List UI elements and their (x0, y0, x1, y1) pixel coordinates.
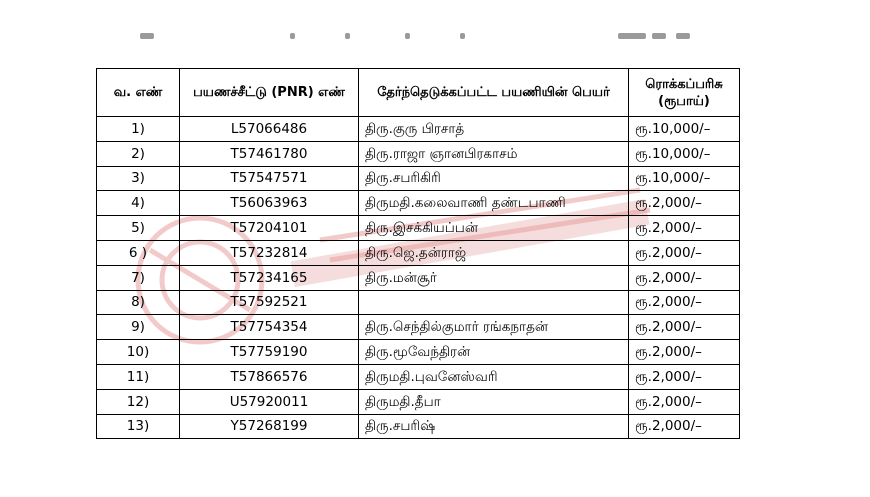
table-row (97, 117, 740, 142)
cell-serial-number: 13) (97, 414, 180, 439)
cell-pnr: U57920011 (180, 389, 359, 414)
table-row (97, 414, 740, 439)
cell-pnr: T57234165 (180, 265, 359, 290)
table-row (97, 315, 740, 340)
cell-serial-number: 6 ) (97, 240, 180, 265)
table-header-row (97, 69, 740, 117)
cell-pnr: T56063963 (180, 191, 359, 216)
cell-cash-prize: ரூ.2,000/– (629, 340, 740, 365)
cell-serial-number: 9) (97, 315, 180, 340)
header-pnr: பயணச்சீட்டு (PNR) எண் (180, 69, 359, 117)
cell-passenger-name: திரு.மன்சூர் (359, 265, 629, 290)
header-passenger-name: தேர்ந்தெடுக்கப்பட்ட பயணியின் பெயர் (359, 69, 629, 117)
cell-passenger-name: திரு.ஜெ.தன்ராஜ் (359, 240, 629, 265)
cell-serial-number: 10) (97, 340, 180, 365)
cell-passenger-name: திருமதி.கலைவாணி தண்டபாணி (359, 191, 629, 216)
cell-cash-prize: ரூ.10,000/– (629, 166, 740, 191)
cell-cash-prize: ரூ.2,000/– (629, 240, 740, 265)
cell-pnr: T57204101 (180, 216, 359, 241)
table-row (97, 141, 740, 166)
cell-passenger-name: திருமதி.தீபா (359, 389, 629, 414)
header-serial-number: வ. எண் (97, 69, 180, 117)
cell-pnr: T57754354 (180, 315, 359, 340)
cell-cash-prize: ரூ.10,000/– (629, 117, 740, 142)
table-row (97, 216, 740, 241)
table-row (97, 191, 740, 216)
cell-cash-prize: ரூ.2,000/– (629, 265, 740, 290)
cell-serial-number: 8) (97, 290, 180, 315)
cell-passenger-name: திரு.இசக்கியப்பன் (359, 216, 629, 241)
table-row (97, 389, 740, 414)
cell-passenger-name: திரு.குரு பிரசாத் (359, 117, 629, 142)
cell-passenger-name (359, 290, 629, 315)
cell-passenger-name: திரு.ராஜா ஞானபிரகாசம் (359, 141, 629, 166)
header-cash-prize: ரொக்கப்பரிசு (ரூபாய்) (629, 69, 740, 117)
cell-passenger-name: திரு.செந்தில்குமார் ரங்கநாதன் (359, 315, 629, 340)
cell-passenger-name: திருமதி.புவனேஸ்வரி (359, 364, 629, 389)
cell-pnr: L57066486 (180, 117, 359, 142)
cell-pnr: T57866576 (180, 364, 359, 389)
cell-cash-prize: ரூ.2,000/– (629, 315, 740, 340)
cell-pnr: T57592521 (180, 290, 359, 315)
prize-winners-table (96, 68, 740, 439)
cell-pnr: T57461780 (180, 141, 359, 166)
cell-passenger-name: திரு.சபரிஷ் (359, 414, 629, 439)
cell-cash-prize: ரூ.10,000/– (629, 141, 740, 166)
table-row (97, 364, 740, 389)
cell-cash-prize: ரூ.2,000/– (629, 290, 740, 315)
cropped-text-line (140, 33, 700, 45)
cell-passenger-name: திரு.சபரிகிரி (359, 166, 629, 191)
cell-pnr: Y57268199 (180, 414, 359, 439)
cell-cash-prize: ரூ.2,000/– (629, 364, 740, 389)
cell-serial-number: 4) (97, 191, 180, 216)
cell-cash-prize: ரூ.2,000/– (629, 389, 740, 414)
cell-serial-number: 11) (97, 364, 180, 389)
cell-serial-number: 3) (97, 166, 180, 191)
cell-serial-number: 12) (97, 389, 180, 414)
table-row (97, 240, 740, 265)
cell-serial-number: 2) (97, 141, 180, 166)
cell-cash-prize: ரூ.2,000/– (629, 216, 740, 241)
table-row (97, 265, 740, 290)
cell-pnr: T57547571 (180, 166, 359, 191)
cell-cash-prize: ரூ.2,000/– (629, 191, 740, 216)
cell-serial-number: 1) (97, 117, 180, 142)
cell-cash-prize: ரூ.2,000/– (629, 414, 740, 439)
table-row (97, 290, 740, 315)
cell-serial-number: 5) (97, 216, 180, 241)
table-row (97, 166, 740, 191)
cell-serial-number: 7) (97, 265, 180, 290)
cell-passenger-name: திரு.மூவேந்திரன் (359, 340, 629, 365)
table-row (97, 340, 740, 365)
cell-pnr: T57759190 (180, 340, 359, 365)
cell-pnr: T57232814 (180, 240, 359, 265)
